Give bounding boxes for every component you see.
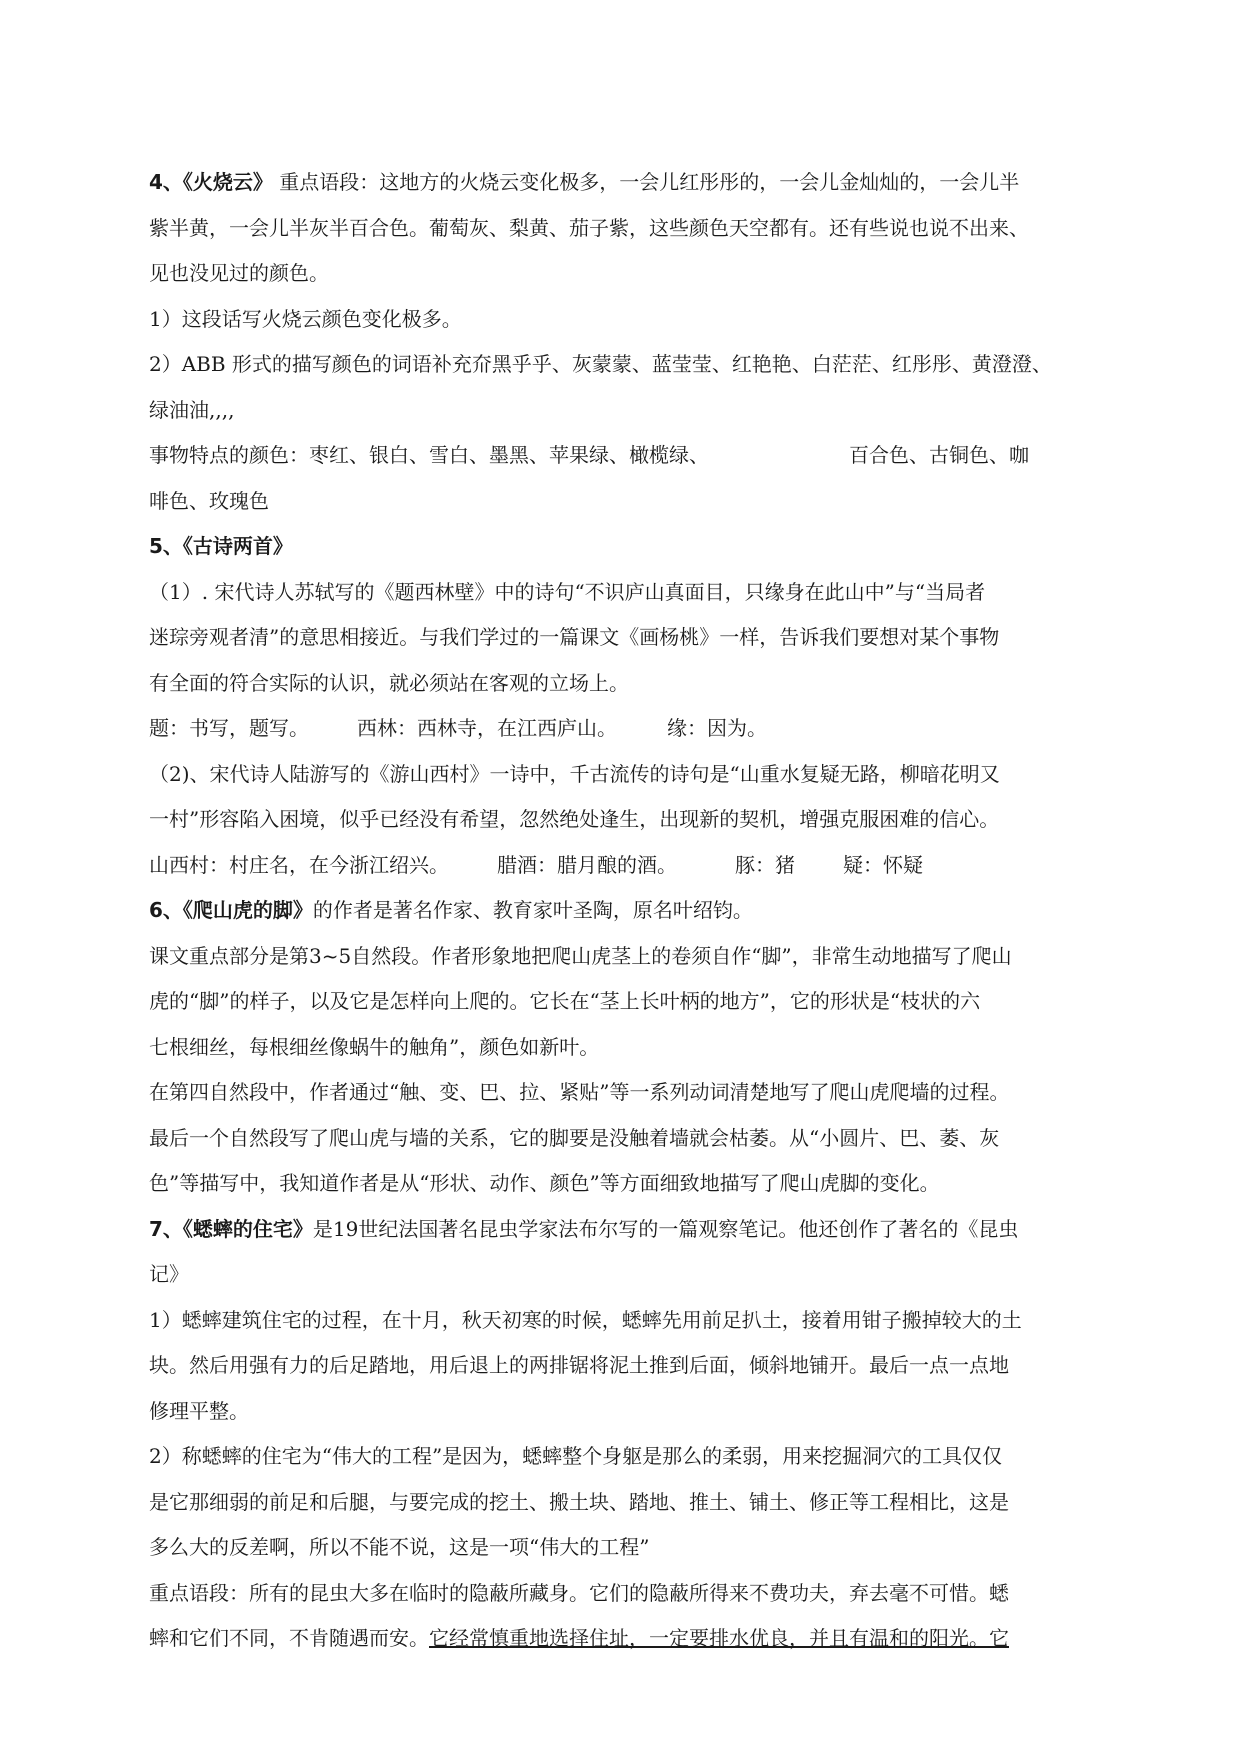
text-line: 记》 <box>149 1262 189 1286</box>
text-line: 1）蟋蟀建筑住宅的过程，在十月，秋天初寒的时候，蟋蟀先用前足扒土，接着用钳子搬掉较大的土 <box>149 1307 1022 1332</box>
text-span: 西林：西林寺，在江西庐山。 <box>357 716 617 740</box>
text-span: 腊酒：腊月酿的酒。 <box>497 852 677 877</box>
section-heading: 7、《蟋蟀的住宅》 <box>149 1216 313 1241</box>
text-line: 迷琮旁观者清”的意思相接近。与我们学过的一篇课文《画杨桃》一样，告诉我们要想对某个事物 <box>149 625 1000 649</box>
text-line: 七根细丝，每根细丝像蜗牛的触角”，颜色如新叶。 <box>149 1034 600 1059</box>
text-line: 色”等描写中，我知道作者是从“形状、动作、颜色”等方面细致地描写了爬山虎脚的变化。 <box>149 1171 940 1195</box>
section-heading: 4、《火烧云》 <box>149 170 273 194</box>
text-line: 有全面的符合实际的认识，就必须站在客观的立场上。 <box>149 670 629 695</box>
text-span: 的作者是著名作家、教育家叶圣陶，原名叶绍钧。 <box>312 898 753 922</box>
section-heading: 5、《古诗两首》 <box>149 534 293 558</box>
text-line: 见也没见过的颜色。 <box>149 261 329 285</box>
text-line <box>149 888 1093 934</box>
text-line: 1）这段话写火烧云颜色变化极多。 <box>149 306 462 331</box>
text-line: 2）ABB 形式的描写颜色的词语补充夼黑乎乎、灰蒙蒙、蓝莹莹、红艳艳、白茫茫、红彤彤、黄澄澄、 <box>149 352 1052 376</box>
text-line: （2)、宋代诗人陆游写的《游山西村》一诗中，千古流传的诗句是“山重水复疑无路，柳暗花明又 <box>149 761 1000 786</box>
text-line <box>149 1207 1093 1253</box>
text-line: （1）. 宋代诗人苏轼写的《题西林壁》中的诗句“不识庐山真面目，只缘身在此山中”与“当局者 <box>149 579 986 604</box>
text-span: 重点语段：这地方的火烧云变化极多，一会儿红彤彤的，一会儿金灿灿的，一会儿半 <box>272 170 1020 194</box>
text-line: 多么大的反差啊，所以不能不说，这是一项“伟大的工程” <box>149 1535 650 1559</box>
section-heading: 6、《爬山虎的脚》 <box>149 898 313 922</box>
text-line: 啡色、玫瑰色 <box>149 488 269 513</box>
text-span: 题：书写，题写。 <box>149 716 309 740</box>
text-span: 事物特点的颜色：枣红、银白、雪白、墨黑、苹果绿、橄榄绿、 <box>149 443 709 467</box>
text-line: 2）称蟋蟀的住宅为“伟大的工程”是因为，蟋蟀整个身躯是那么的柔弱，用来挖掘洞穴的工具仅仅 <box>149 1444 1003 1468</box>
text-line: 是它那细弱的前足和后腿，与要完成的挖土、搬土块、踏地、推土、铺土、修正等工程相比，这是 <box>149 1489 1009 1514</box>
text-line: 在第四自然段中，作者通过“触、变、巴、拉、紧贴”等一系列动词清楚地写了爬山虎爬墙的过程。 <box>149 1080 1010 1104</box>
text-span: 豚：猪 <box>735 852 795 877</box>
text-line: 最后一个自然段写了爬山虎与墙的关系，它的脚要是没触着墙就会枯萎。从“小圆片、巴、萎、灰 <box>149 1125 1000 1150</box>
text-span: 缘：因为。 <box>667 716 767 740</box>
text-span: 蟀和它们不同，不肯随遇而安。 <box>149 1626 429 1650</box>
underlined-text: 它经常慎重地选择住址，一定要排水优良，并且有温和的阳光。它 <box>429 1626 1009 1650</box>
text-span: 疑：怀疑 <box>843 852 923 877</box>
text-line: 重点语段：所有的昆虫大多在临时的隐蔽所藏身。它们的隐蔽所得来不费功夫，弃去毫不可惜。蟋 <box>149 1580 1009 1605</box>
document-page <box>149 160 1093 1662</box>
text-line <box>149 433 1093 479</box>
text-line <box>149 160 1093 206</box>
text-line: 修理平整。 <box>149 1398 249 1423</box>
text-line: 块。然后用强有力的后足踏地，用后退上的两排锯将泥土推到后面，倾斜地铺开。最后一点一点地 <box>149 1353 1009 1377</box>
text-line: 绿油油,,,, <box>149 397 235 422</box>
text-span: 百合色、古铜色、咖 <box>849 443 1029 467</box>
text-span: 是19世纪法国著名昆虫学家法布尔写的一篇观察笔记。他还创作了著名的《昆虫 <box>312 1216 1019 1241</box>
text-line <box>149 706 1093 752</box>
text-line <box>149 843 1093 889</box>
text-line: 虎的“脚”的样子，以及它是怎样向上爬的。它长在“茎上长叶柄的地方”，它的形状是“枝状的六 <box>149 989 981 1013</box>
text-line <box>149 1616 1093 1662</box>
text-span: 山西村：村庄名，在今浙江绍兴。 <box>149 852 449 877</box>
text-line: 紫半黄，一会儿半灰半百合色。葡萄灰、梨黄、茄子紫，这些颜色天空都有。还有些说也说不出来、 <box>149 215 1029 240</box>
text-line: 一村”形容陷入困境，似乎已经没有希望，忽然绝处逢生，出现新的契机，增强克服困难的信心。 <box>149 807 1000 831</box>
text-line: 课文重点部分是第3~5自然段。作者形象地把爬山虎茎上的卷须自作“脚”，非常生动地描写了爬山 <box>149 943 1012 968</box>
